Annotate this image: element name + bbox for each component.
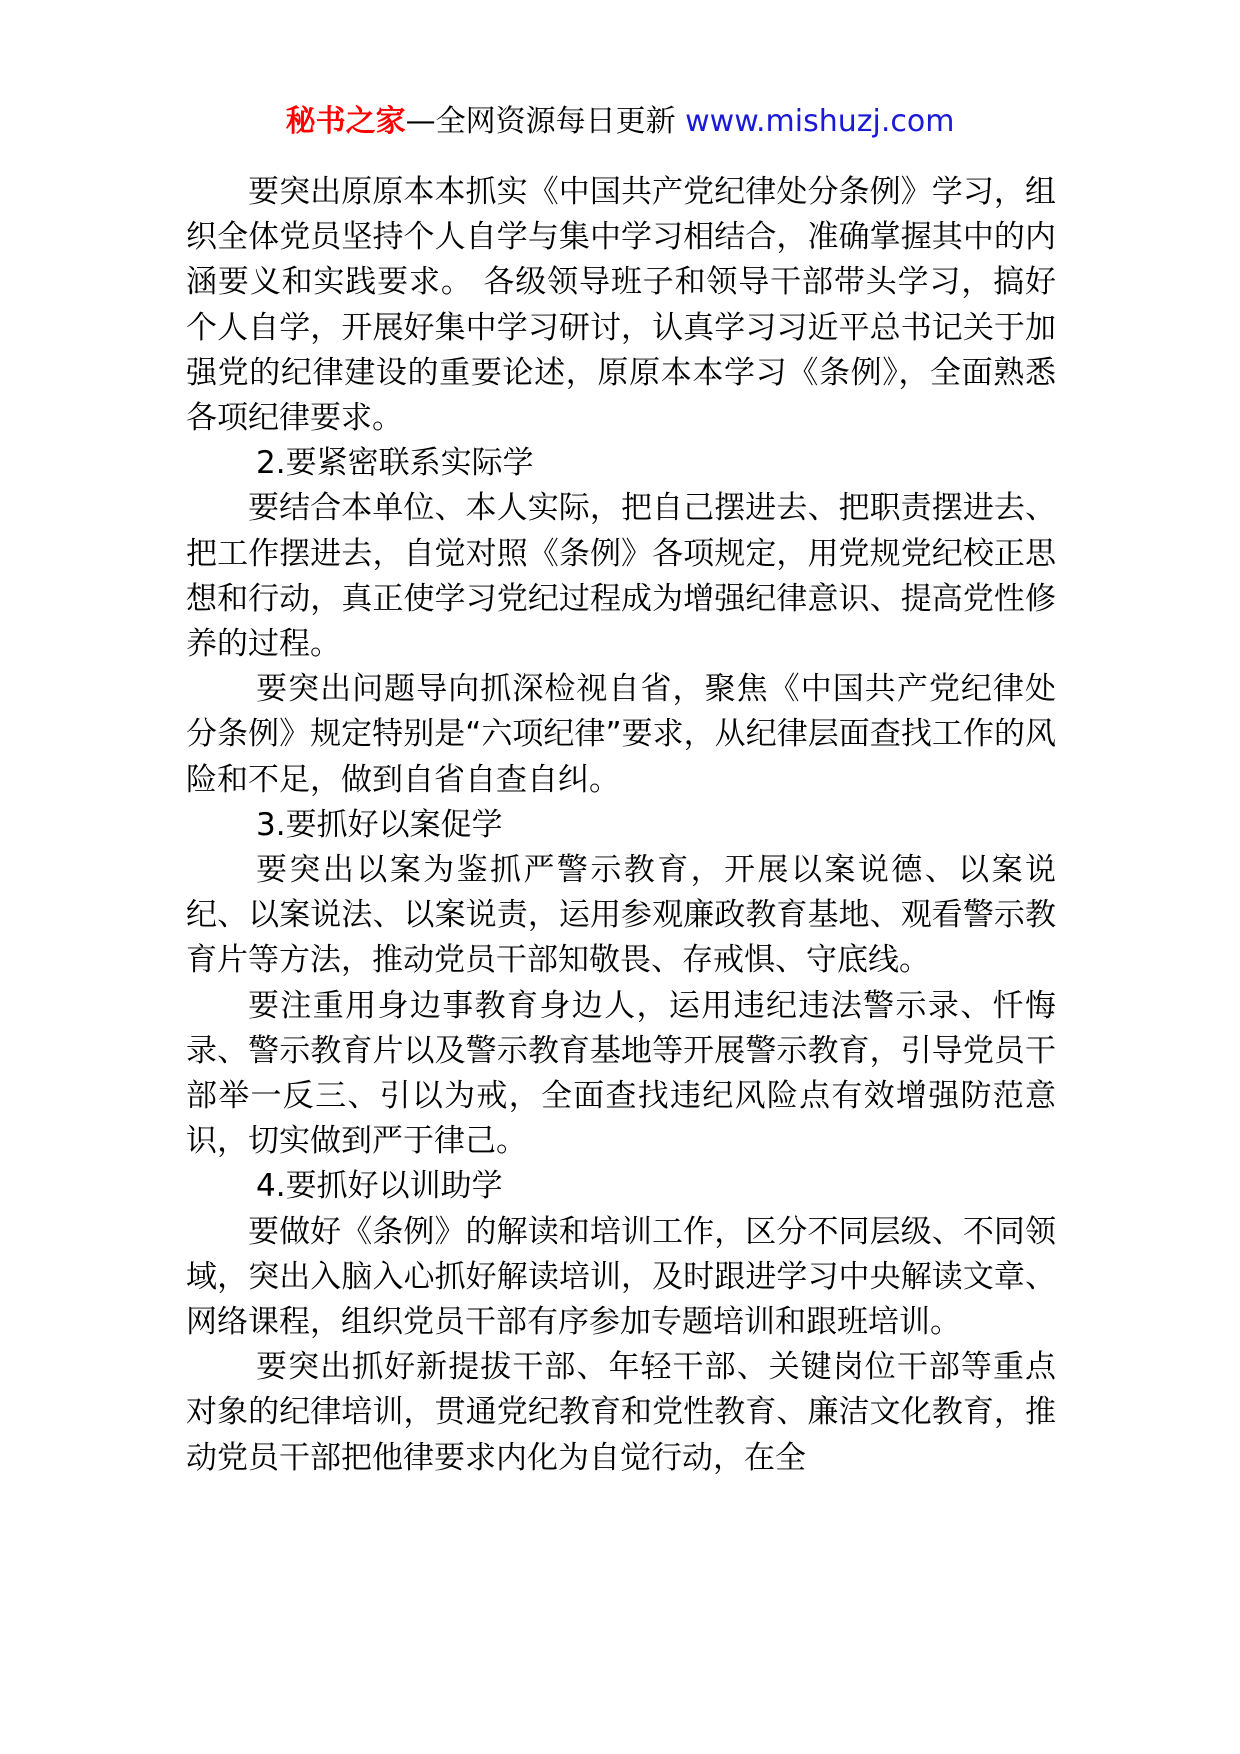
document-body (186, 170, 1056, 1481)
section-heading-3: 3.要抓好以案促学 (256, 806, 503, 843)
site-url-link[interactable]: www.mishuzj.com (685, 104, 955, 139)
paragraph-connect-practice: 要结合本单位、本人实际，把自己摆进去、把职责摆进去、把工作摆进去，自觉对照《条例》各项规定，用党规党纪校正思想和行动，真正使学习党纪过程成为增强纪律意识、提高党性修养的过程。 (186, 490, 1056, 663)
paragraph-key-targets: 要突出抓好新提拔干部、年轻干部、关键岗位干部等重点对象的纪律培训，贯通党纪教育和党性教育、廉洁文化教育，推动党员干部把他律要求内化为自觉行动，在全 (186, 1349, 1056, 1476)
paragraph-nearby-cases: 要注重用身边事教育身边人，运用违纪违法警示录、忏悔录、警示教育片以及警示教育基地等开展警示教育，引导党员干部举一反三、引以为戒，全面查找违纪风险点有效增强防范意识，切实做到严于律己。 (186, 987, 1056, 1160)
paragraph-study-regulations: 要突出原原本本抓实《中国共产党纪律处分条例》学习，组织全体党员坚持个人自学与集中学习相结合，准确掌握其中的内涵要义和实践要求。 各级领导班子和领导干部带头学习，搞好个人自学，开展好集中学习研讨，认真学习习近平总书记关于加强党的纪律建设的重要论述，原原本本学习《条例》，全面熟悉各项纪律要求。 (186, 174, 1056, 437)
page-header (0, 100, 1240, 144)
section-heading-4: 4.要抓好以训助学 (256, 1168, 503, 1205)
paragraph-training: 要做好《条例》的解读和培训工作，区分不同层级、不同领域，突出入脑入心抓好解读培训，及时跟进学习中央解读文章、网络课程，组织党员干部有序参加专题培训和跟班培训。 (186, 1213, 1056, 1341)
section-heading-2: 2.要紧密联系实际学 (256, 445, 534, 482)
paragraph-warning-education: 要突出以案为鉴抓严警示教育，开展以案说德、以案说纪、以案说法、以案说责，运用参观廉政教育基地、观看警示教育片等方法，推动党员干部知敬畏、存戒惧、守底线。 (186, 852, 1056, 979)
brand-name: 秘书之家 (285, 104, 406, 139)
header-tagline: —全网资源每日更新 (405, 104, 676, 139)
paragraph-self-inspection: 要突出问题导向抓深检视自省，聚焦《中国共产党纪律处分条例》规定特别是“六项纪律”要求，从纪律层面查找工作的风险和不足，做到自省自查自纠。 (186, 671, 1056, 798)
